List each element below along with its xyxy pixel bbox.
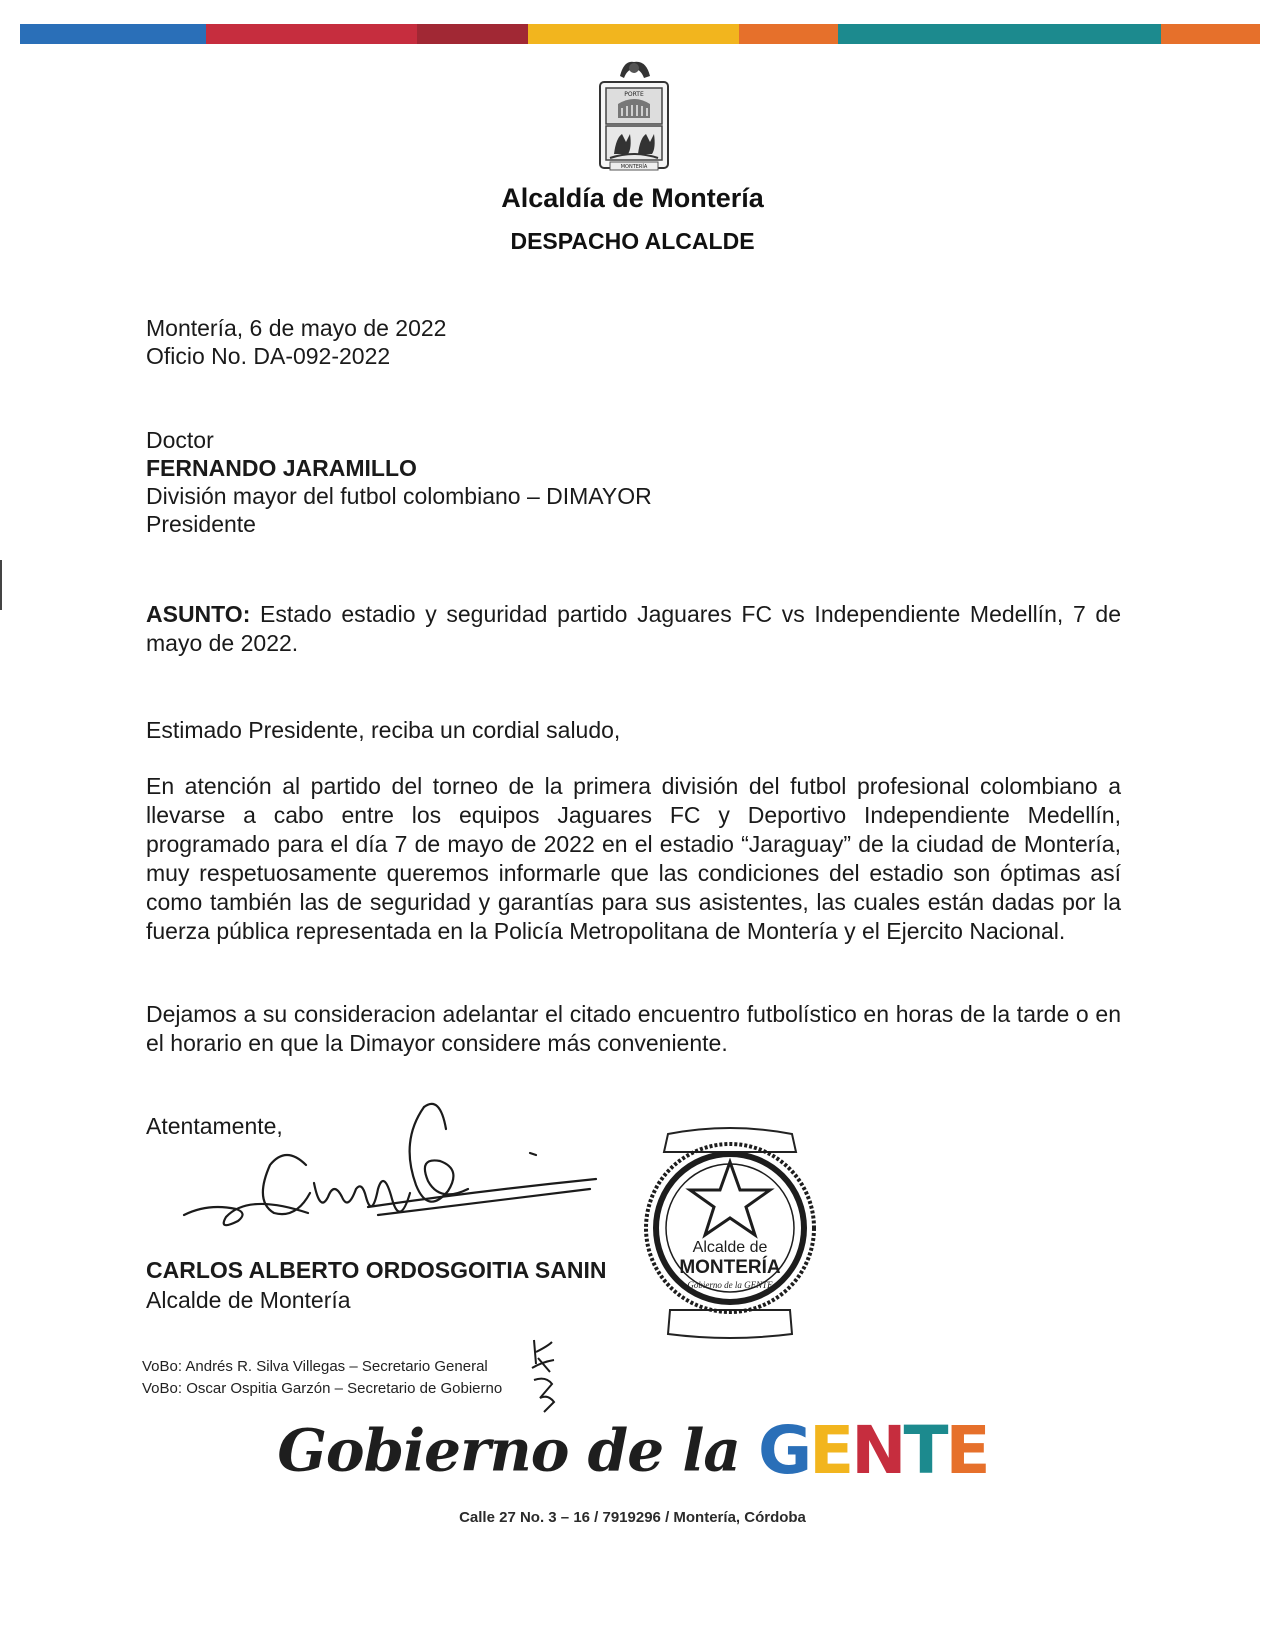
brand-letter: N: [851, 1412, 904, 1489]
band-segment: [417, 24, 529, 44]
greeting: Estimado Presidente, reciba un cordial saludo,: [146, 717, 621, 743]
government-slogan: [0, 1412, 1265, 1492]
brand-letter: T: [903, 1412, 946, 1489]
signer-role: Alcalde de Montería: [146, 1287, 351, 1313]
page-title: Alcaldía de Montería: [501, 183, 764, 213]
recipient-title: Doctor: [146, 427, 214, 453]
subject: [146, 600, 1121, 658]
top-color-band: [20, 24, 1260, 44]
brand-letter: E: [809, 1412, 852, 1489]
seal-line2: MONTERÍA: [679, 1257, 781, 1278]
band-segment: [739, 24, 838, 44]
subject-label: ASUNTO:: [146, 601, 251, 627]
band-segment: [1161, 24, 1260, 44]
official-seal-stamp-icon: [630, 1120, 830, 1345]
place-date: Montería, 6 de mayo de 2022: [146, 315, 447, 341]
band-segment: [528, 24, 739, 44]
signer-name: CARLOS ALBERTO ORDOSGOITIA SANIN: [146, 1257, 607, 1283]
recipient-role: Presidente: [146, 511, 256, 537]
brand-letter: E: [945, 1412, 988, 1489]
band-segment: [838, 24, 1160, 44]
handwritten-signature-icon: [178, 1085, 608, 1235]
office-subtitle: DESPACHO ALCALDE: [510, 228, 755, 254]
vobo-line: VoBo: Andrés R. Silva Villegas – Secretario General: [142, 1358, 488, 1375]
subject-text: Estado estadio y seguridad partido Jaguares FC vs Independiente Medellín, 7 de mayo de 2022.: [146, 601, 1121, 656]
recipient-name: FERNANDO JARAMILLO: [146, 455, 417, 481]
scan-edge-mark: [0, 560, 2, 610]
reference-number: Oficio No. DA-092-2022: [146, 343, 391, 369]
footer-address: Calle 27 No. 3 – 16 / 7919296 / Montería, Córdoba: [459, 1509, 806, 1526]
crest-bottom-text: MONTERÍA: [620, 164, 648, 170]
recipient-organization: División mayor del futbol colombiano – DIMAYOR: [146, 483, 652, 509]
body-paragraph: Dejamos a su consideracion adelantar el citado encuentro futbolístico en horas de la tarde o en el horario en que la Dimayor considere más conveniente.: [146, 1001, 1121, 1056]
brand-letter: G: [757, 1412, 810, 1489]
crest-top-text: PORTE: [624, 91, 644, 98]
city-coat-of-arms-icon: [596, 58, 672, 178]
closing: Atentamente,: [146, 1113, 283, 1139]
seal-line1: Alcalde de: [692, 1239, 768, 1256]
seal-line3: Gobierno de la GENTE: [687, 1280, 773, 1290]
vobo-line: VoBo: Oscar Ospitia Garzón – Secretario de Gobierno: [142, 1380, 503, 1397]
initials-icon: [530, 1374, 560, 1414]
band-segment: [206, 24, 417, 44]
slogan-script: Gobierno de la: [277, 1416, 740, 1485]
body-paragraph: En atención al partido del torneo de la primera división del futbol profesional colombiano a llevarse a cabo entre los equipos Jaguares FC y Deportivo Independiente Medellín, programado para el día 7 de mayo de 2022 en el estadio “Jaraguay” de la ciudad de Montería, muy respetuosamente queremos informarle que las condiciones del estadio son óptimas así como también las de seguridad y garantías para sus asistentes, las cuales están dadas por la fuerza pública representada en la Policía Metropolitana de Montería y el Ejercito Nacional.: [146, 773, 1121, 944]
initials-icon: [528, 1338, 558, 1378]
band-segment: [20, 24, 206, 44]
slogan-brand: [758, 1412, 988, 1489]
